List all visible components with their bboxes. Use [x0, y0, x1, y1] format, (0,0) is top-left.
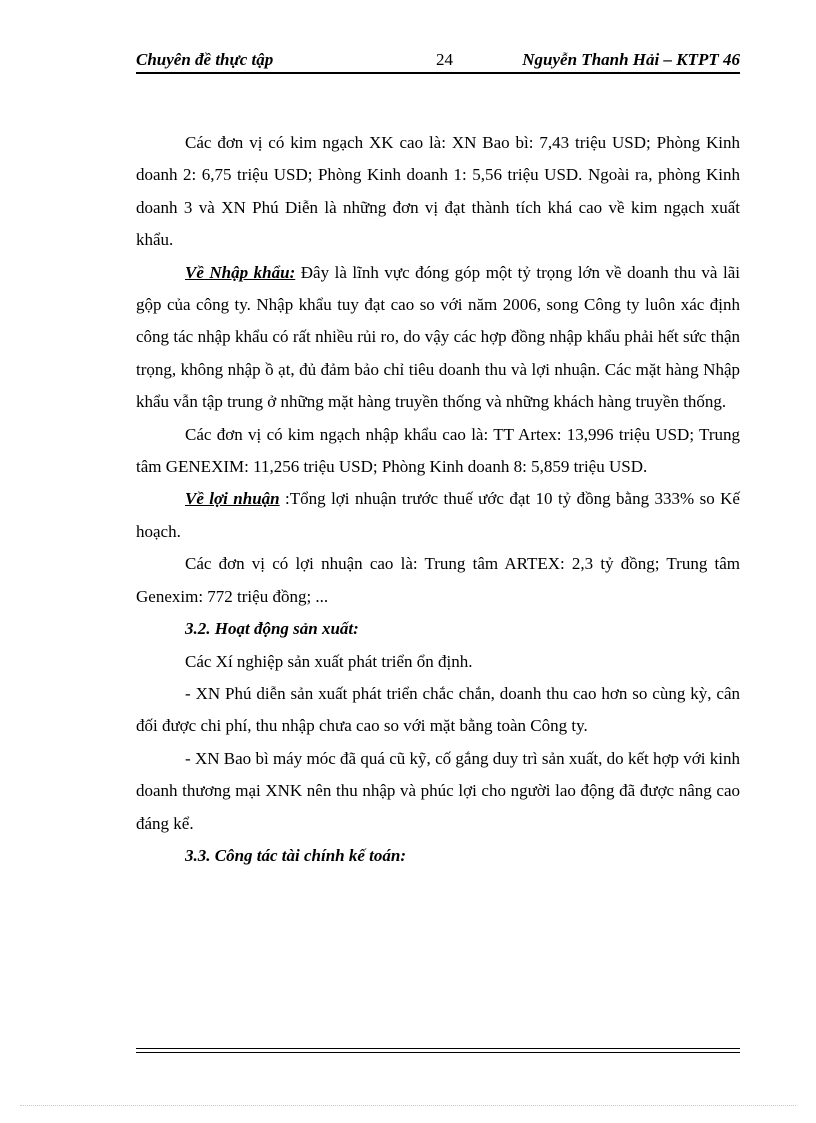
- profit-text: :Tổng lợi nhuận trước thuế ước đạt 10 tỷ đồng bằng 333% so Kế hoạch.: [136, 489, 740, 541]
- page-number: 24: [436, 50, 453, 69]
- paragraph-import: [136, 257, 740, 419]
- import-lead: Về Nhập khẩu:: [185, 262, 296, 282]
- profit-lead: Về lợi nhuận: [185, 489, 280, 509]
- page-header: [136, 50, 740, 72]
- document-body: [136, 127, 740, 872]
- header-author: Nguyễn Thanh Hải – KTPT 46: [522, 50, 740, 69]
- header-rule: [136, 72, 740, 74]
- heading-production: 3.2. Hoạt động sản xuất:: [185, 619, 359, 639]
- paragraph-profit-units: Các đơn vị có lợi nhuận cao là: Trung tâm ARTEX: 2,3 tỷ đồng; Trung tâm Genexim: 772 triệu đồng; ...: [136, 554, 740, 606]
- header-title: Chuyên đề thực tập: [136, 50, 274, 69]
- paragraph-import-units: Các đơn vị có kim ngạch nhập khẩu cao là: TT Artex: 13,996 triệu USD; Trung tâm GENEXIM: 11,256 triệu USD; Phòng Kinh doanh 8: 5,859 triệu USD.: [136, 424, 740, 477]
- paragraph-profit: [136, 483, 740, 548]
- paragraph-phu-dien: - XN Phú diễn sản xuất phát triển chắc chắn, doanh thu cao hơn so cùng kỳ, cân đối được chi phí, thu nhập chưa cao so với mặt bằng toàn Công ty.: [136, 683, 740, 736]
- import-text: Đây là lĩnh vực đóng góp một tỷ trọng lớn về doanh thu và lãi gộp của công ty. Nhập khẩu tuy đạt cao so với năm 2006, song Công ty luôn xác định công tác nhập khẩu có rất nhiều rủi ro, do vậy các hợp đồng nhập khẩu phải hết sức thận trọng, không nhập ồ ạt, đủ đảm bảo chỉ tiêu doanh thu và lợi nhuận. Các mặt hàng Nhập khẩu vẫn tập trung ở những mặt hàng truyền thống và những khách hàng truyền thống.: [136, 262, 740, 412]
- paragraph-production-intro: Các Xí nghiệp sản xuất phát triển ổn định.: [185, 651, 473, 671]
- paragraph-export-units: Các đơn vị có kim ngạch XK cao là: XN Bao bì: 7,43 triệu USD; Phòng Kinh doanh 2: 6,75 triệu USD; Phòng Kinh doanh 1: 5,56 triệu USD. Ngoài ra, phòng Kinh doanh 3 và XN Phú Diễn là những đơn vị đạt thành tích khá cao về kim ngạch xuất khẩu.: [136, 133, 740, 250]
- footer-rule: [136, 1048, 740, 1053]
- paragraph-packaging: - XN Bao bì máy móc đã quá cũ kỹ, cố gắng duy trì sản xuất, do kết hợp với kinh doanh thương mại XNK nên thu nhập và phúc lợi cho người lao động đã được nâng cao đáng kể.: [136, 748, 740, 833]
- heading-finance: 3.3. Công tác tài chính kế toán:: [185, 845, 407, 865]
- page-bottom-border: [20, 1105, 796, 1106]
